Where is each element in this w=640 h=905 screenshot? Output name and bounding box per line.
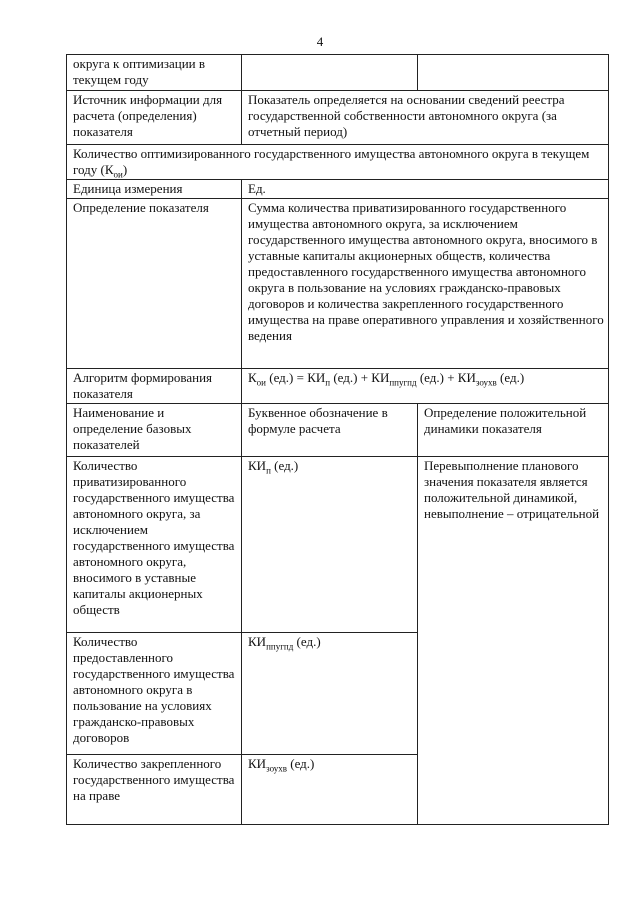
base1-symbol: $КИ_п$ (ед.) (242, 457, 418, 633)
base2-name: Количество предоставленного государственного имущества автономного округа в пользование на условиях гражданско-правовых договоров (67, 633, 242, 755)
base3-symbol: $КИ_{зоухв}$ (ед.) (242, 755, 418, 825)
dynamics-definition: Перевыполнение планового значения показателя является положительной динамикой, невыполнение – отрицательной (418, 457, 609, 825)
table-row (67, 199, 609, 369)
header-base-indicators: Наименование и определение базовых показателей (67, 404, 242, 457)
base3-name: Количество закрепленного государственного имущества на праве (67, 755, 242, 825)
table-row (67, 369, 609, 404)
table-row (67, 55, 609, 91)
table-row (67, 404, 609, 457)
source-label: Источник информации для расчета (определения) показателя (67, 91, 242, 145)
definition-value: Сумма количества приватизированного государственного имущества автономного округа, за исключением государственного имущества автономного округа, вносимого в уставные капиталы акционерных обществ, количества предоставленного государственного имущества автономного округа в пользование на условиях гражданско-правовых договоров и количества закрепленного государственного имущества на праве оперативного управления и хозяйственного ведения (242, 199, 609, 369)
definition-label: Определение показателя (67, 199, 242, 369)
page-number: 4 (316, 34, 324, 49)
algorithm-label: Алгоритм формирования показателя (67, 369, 242, 404)
table-row (67, 91, 609, 145)
table-row (67, 180, 609, 199)
unit-label: Единица измерения (67, 180, 242, 199)
source-value: Показатель определяется на основании сведений реестра государственной собственности автономного округа (за отчетный период) (242, 91, 609, 145)
indicator-passport-table (66, 54, 609, 825)
unit-value: Ед. (242, 180, 609, 199)
header-letter-designation: Буквенное обозначение в формуле расчета (242, 404, 418, 457)
top-continuation-label: округа к оптимизации в текущем году (67, 55, 242, 91)
base2-symbol: $КИ_{ппугпд}$ (ед.) (242, 633, 418, 755)
empty-cell (418, 55, 609, 91)
header-positive-dynamics: Определение положительной динамики показателя (418, 404, 609, 457)
algorithm-formula: $К_{ои}$ $(ед.) = КИ_п$ $(ед.) + КИ_{ппугпд}$ $(ед.) + КИ_{зоухв}$ (ед.) (242, 369, 609, 404)
base1-name: Количество приватизированного государственного имущества автономного округа, за исключением государственного имущества автономного округа, вносимого в уставные капиталы акционерных обществ (67, 457, 242, 633)
table-row (67, 145, 609, 180)
indicator-title: Количество оптимизированного государственного имущества автономного округа в текущем году $(К_{ои})$ (67, 145, 609, 180)
table-row (67, 457, 609, 633)
empty-cell (242, 55, 418, 91)
